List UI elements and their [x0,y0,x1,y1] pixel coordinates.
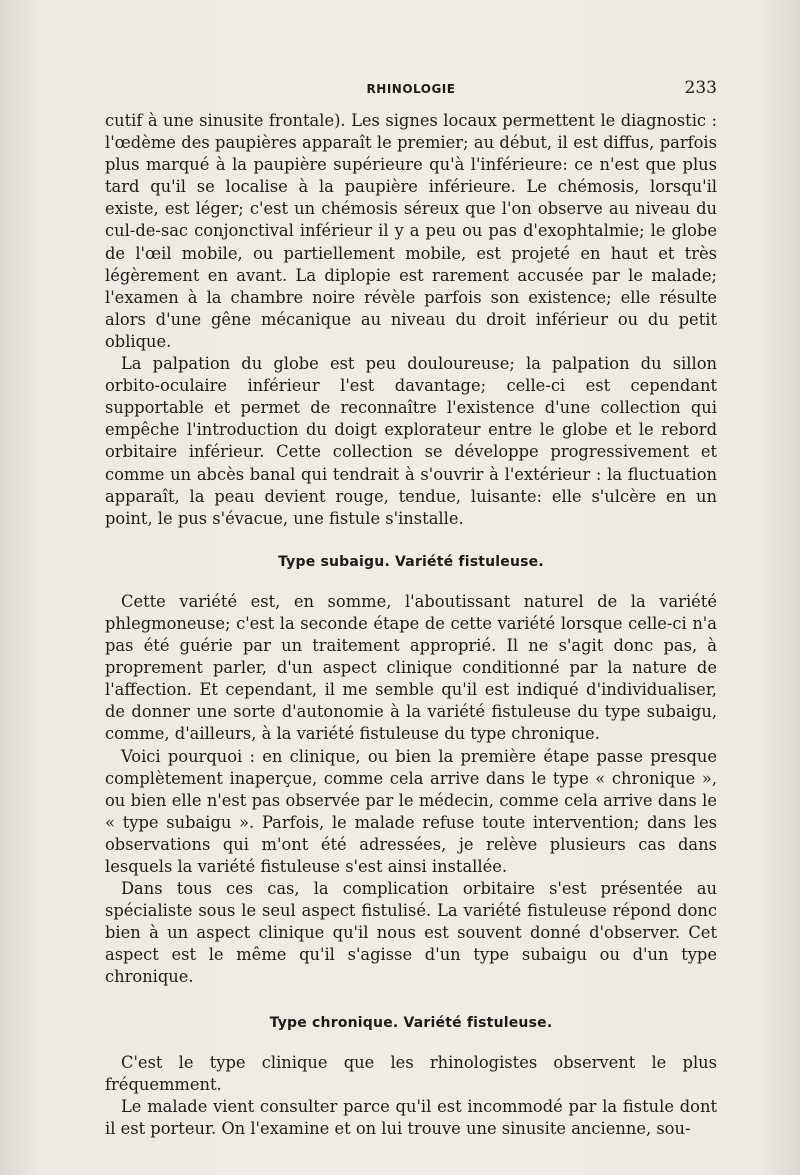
paragraph: Cette variété est, en somme, l'aboutissant naturel de la variété phlegmoneuse; c'est la seconde étape de cette variété lorsque celle-ci n'a pas été guérie par un traitement approprié. Il ne s'agit donc pas, à proprement parler, d'un aspect clinique conditionné par la nature de l'affection. Et cependant, il me semble qu'il est indiqué d'individualiser, de donner une sorte d'autonomie à la variété fistuleuse du type subaigu, comme, d'ailleurs, à la variété fistuleuse du type chronique. [105,591,717,744]
paragraph: Voici pourquoi : en clinique, ou bien la première étape passe presque complètement inaperçue, comme cela arrive dans le type « chronique », ou bien elle n'est pas observée par le médecin, comme cela arrive dans le « type subaigu ». Parfois, le malade refuse toute intervention; dans les observations qui m'ont été adressées, je relève plusieurs cas dans lesquels la variété fistuleuse s'est ainsi installée. [105,746,717,876]
running-title: RHINOLOGIE [366,82,456,96]
paragraph: Le malade vient consulter parce qu'il est incommodé par la fistule dont il est porteur. On l'examine et on lui trouve une sinusite ancienne, sou- [105,1096,717,1138]
section-heading-subaigu: Type subaigu. Variété fistuleuse. [278,553,544,570]
paragraph-palpation: La palpation du globe est peu douloureuse; la palpation du sillon orbito-oculaire inférieur l'est davantage; celle-ci est cependant supportable et permet de reconnaître l'existence d'une collection qui empêche l'introduction du doigt explorateur entre le globe et le rebord orbitaire inférieur. Cette collection se développe progressivement et comme un abcès banal qui tendrait à s'ouvrir à l'extérieur : la fluctuation apparaît, la peau devient rouge, tendue, luisante: elle s'ulcère en un point, le pus s'évacue, une fistule s'installe. [105,354,717,528]
running-head [105,76,717,100]
paragraph-continuation: cutif à une sinusite frontale). Les signes locaux permettent le diagnostic : l'œdème des paupières apparaît le premier; au début, il est diffus, parfois plus marqué à la paupière supérieure qu'à l'inférieure: ce n'est que plus tard qu'il se localise à la paupière inférieure. Le chémosis, lorsqu'il existe, est léger; c'est un chémosis séreux que l'on observe au niveau du cul-de-sac conjonctival inférieur il y a peu ou pas d'exophtalmie; le globe de l'œil mobile, ou partiellement mobile, est projeté en haut et très légèrement en avant. La diplopie est rarement accusée par le malade; l'examen à la chambre noire révèle parfois son existence; elle résulte alors d'une gêne mécanique au niveau du droit inférieur ou du petit oblique. [105,111,717,351]
section-heading-chronique: Type chronique. Variété fistuleuse. [269,1014,553,1031]
paragraph: Dans tous ces cas, la complication orbitaire s'est présentée au spécialiste sous le seul aspect fistulisé. La variété fistuleuse répond donc bien à un aspect clinique qu'il nous est souvent donné d'observer. Cet aspect est le même qu'il s'agisse d'un type subaigu ou d'un type chronique. [105,879,717,987]
paragraph: C'est le type clinique que les rhinologistes observent le plus fréquemment. [105,1052,717,1094]
body-text [105,110,717,1140]
page-number: 233 [684,78,717,98]
